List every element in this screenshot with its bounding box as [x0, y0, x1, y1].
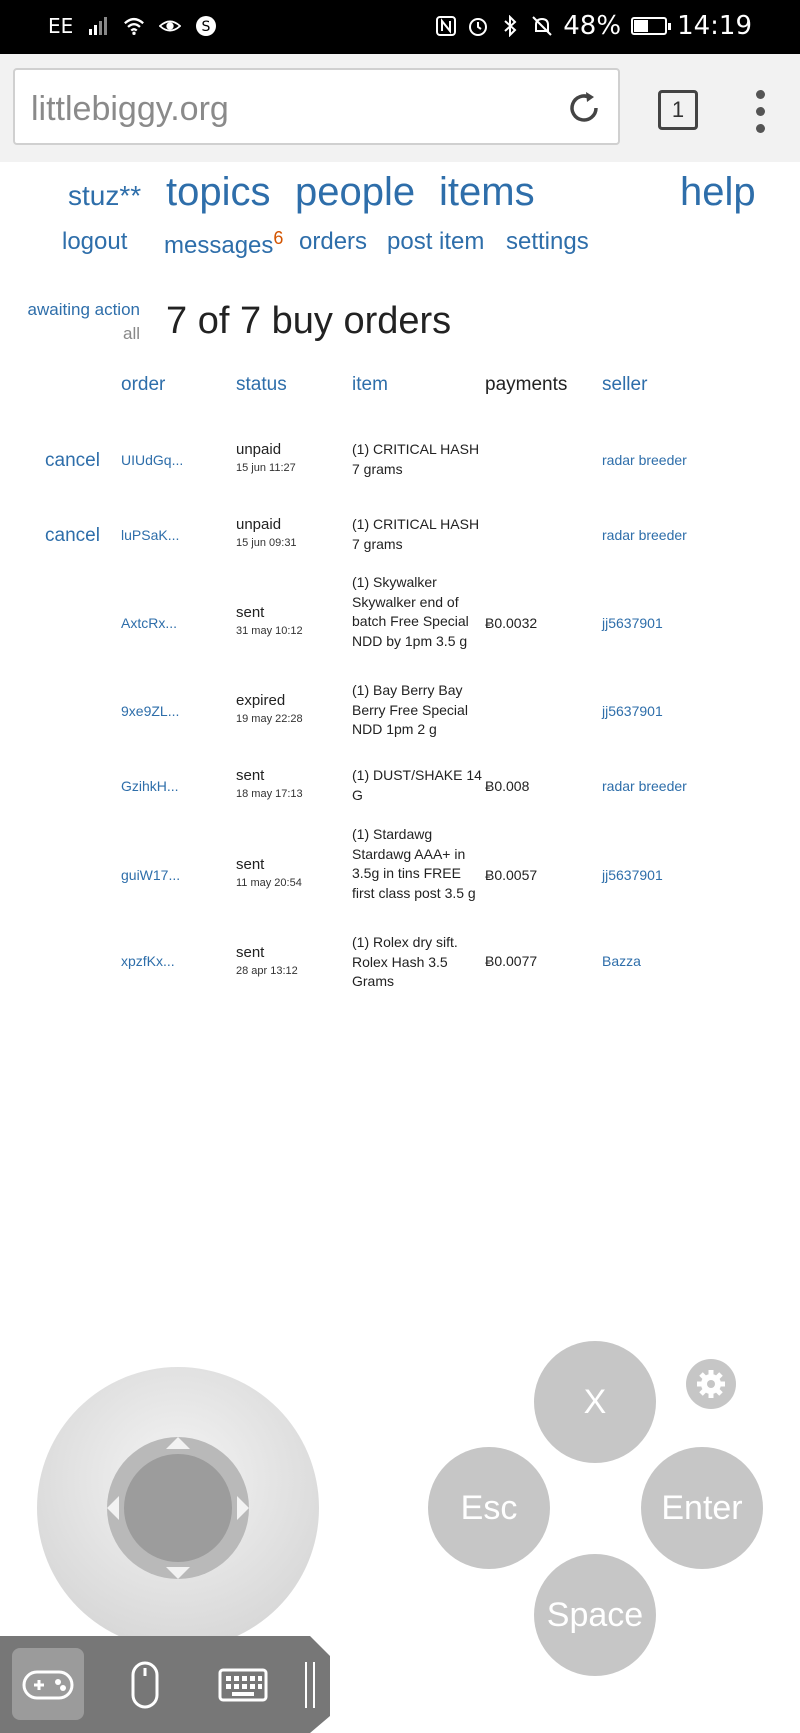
order-item: (1) Stardawg Stardawg AAA+ in 3.5g in tins FREE first class post 3.5 g [352, 826, 476, 901]
status-time: 31 may 10:12 [236, 625, 303, 637]
x-button[interactable]: X [534, 1341, 656, 1463]
status-time: 18 may 17:13 [236, 788, 303, 800]
payment-amount: Ƀ0.0077 [485, 953, 538, 969]
status-label: expired [236, 692, 286, 709]
esc-button[interactable]: Esc [428, 1447, 550, 1569]
order-item: (1) DUST/SHAKE 14 G [352, 767, 482, 803]
order-status [236, 691, 303, 729]
status-time: 15 jun 11:27 [236, 462, 296, 474]
filter-awaiting-action[interactable]: awaiting action [27, 300, 140, 319]
order-id-link[interactable]: 9xe9ZL... [121, 703, 180, 719]
status-label: unpaid [236, 441, 282, 458]
status-label: sent [236, 767, 265, 784]
order-status [236, 855, 302, 893]
nav-messages[interactable] [164, 228, 283, 260]
reload-icon[interactable] [564, 88, 604, 128]
battery-icon [631, 17, 667, 35]
cancel-order-button[interactable]: cancel [45, 525, 100, 546]
nav-people[interactable]: people [295, 170, 416, 214]
mouse-icon[interactable] [130, 1660, 160, 1710]
space-button[interactable]: Space [534, 1554, 656, 1676]
nav-logout[interactable]: logout [62, 228, 128, 255]
order-id-link[interactable]: UIUdGq... [121, 452, 184, 468]
gamepad-settings-button[interactable] [686, 1359, 736, 1409]
seller-link[interactable]: radar breeder [602, 452, 687, 468]
svg-text:S: S [201, 19, 211, 35]
enter-button[interactable]: Enter [641, 1447, 763, 1569]
nav-topics[interactable]: topics [166, 170, 271, 214]
col-header-seller[interactable]: seller [602, 374, 648, 395]
status-time: 19 may 22:28 [236, 713, 303, 725]
nav-post-item[interactable]: post item [387, 228, 485, 255]
order-id-link[interactable]: AxtcRx... [121, 615, 178, 631]
status-bar [0, 0, 800, 54]
order-id-link[interactable]: xpzfKx... [121, 953, 175, 969]
seller-link[interactable]: jj5637901 [602, 703, 663, 719]
carrier-label: EE [48, 14, 74, 38]
status-label: sent [236, 604, 265, 621]
order-status [236, 766, 303, 804]
order-status [236, 440, 296, 478]
order-filter [28, 298, 140, 346]
url-bar[interactable] [13, 68, 620, 145]
payment-amount: Ƀ0.0032 [485, 615, 538, 631]
nav-items[interactable]: items [439, 170, 535, 214]
joystick-up-arrow-icon [166, 1437, 190, 1449]
order-item: (1) Rolex dry sift. Rolex Hash 3.5 Grams [352, 934, 458, 989]
nav-settings[interactable]: settings [506, 228, 589, 255]
status-label: unpaid [236, 516, 282, 533]
battery-percent: 48% [563, 11, 622, 41]
status-label: sent [236, 856, 265, 873]
joystick-knob[interactable] [124, 1454, 232, 1562]
alarm-icon [467, 15, 489, 37]
tab-switcher-button[interactable]: 1 [658, 90, 698, 130]
keyboard-icon[interactable] [218, 1668, 268, 1702]
cancel-order-button[interactable]: cancel [45, 450, 100, 471]
filter-all[interactable]: all [122, 324, 140, 343]
payment-amount: Ƀ0.0057 [485, 867, 538, 883]
status-time: 15 jun 09:31 [236, 537, 297, 549]
col-header-item[interactable]: item [352, 374, 388, 395]
order-item: (1) Skywalker Skywalker end of batch Free Special NDD by 1pm 3.5 g [352, 574, 469, 649]
gamepad-mode-button[interactable] [12, 1648, 84, 1720]
order-item: (1) CRITICAL HASH 7 grams [352, 441, 480, 477]
bluetooth-icon [499, 15, 521, 37]
seller-link[interactable]: jj5637901 [602, 867, 663, 883]
messages-count-badge: 6 [273, 228, 284, 248]
order-item: (1) CRITICAL HASH 7 grams [352, 516, 480, 552]
col-header-order[interactable]: order [121, 374, 166, 395]
gear-icon [686, 1359, 736, 1409]
seller-link[interactable]: jj5637901 [602, 615, 663, 631]
joystick-down-arrow-icon [166, 1567, 190, 1579]
nav-user[interactable]: stuz** [68, 180, 142, 211]
seller-link[interactable]: Bazza [602, 953, 641, 969]
col-header-status[interactable]: status [236, 374, 287, 395]
nav-messages-label[interactable]: messages [164, 232, 274, 259]
joystick-right-arrow-icon [237, 1496, 249, 1520]
wifi-icon [123, 15, 145, 37]
url-text[interactable]: littlebiggy.org [31, 90, 229, 128]
order-id-link[interactable]: luPSaK... [121, 527, 180, 543]
overflow-menu-icon[interactable] [748, 86, 772, 136]
order-status [236, 603, 303, 641]
status-label: sent [236, 944, 265, 961]
order-item: (1) Bay Berry Bay Berry Free Special NDD 1pm 2 g [352, 682, 468, 737]
signal-icon [87, 15, 109, 37]
order-status [236, 515, 297, 553]
mute-bell-icon [531, 15, 553, 37]
status-time: 11 may 20:54 [236, 877, 302, 889]
page-title: 7 of 7 buy orders [166, 300, 452, 342]
seller-link[interactable]: radar breeder [602, 527, 687, 543]
status-time: 28 apr 13:12 [236, 965, 298, 977]
gamepad-icon [12, 1648, 84, 1720]
nfc-icon [435, 15, 457, 37]
eye-icon [159, 15, 181, 37]
clock: 14:19 [677, 11, 752, 41]
payment-amount: Ƀ0.008 [485, 778, 530, 794]
order-id-link[interactable]: guiW17... [121, 867, 181, 883]
col-header-payments: payments [485, 374, 568, 395]
joystick-left-arrow-icon [107, 1496, 119, 1520]
order-status [236, 943, 298, 981]
seller-link[interactable]: radar breeder [602, 778, 687, 794]
browser-toolbar [0, 54, 800, 162]
order-id-link[interactable]: GzihkH... [121, 778, 179, 794]
shazam-icon [195, 15, 217, 37]
bar-drag-handle-icon[interactable] [300, 1660, 320, 1710]
nav-orders[interactable]: orders [299, 228, 368, 255]
nav-help[interactable]: help [680, 170, 756, 214]
